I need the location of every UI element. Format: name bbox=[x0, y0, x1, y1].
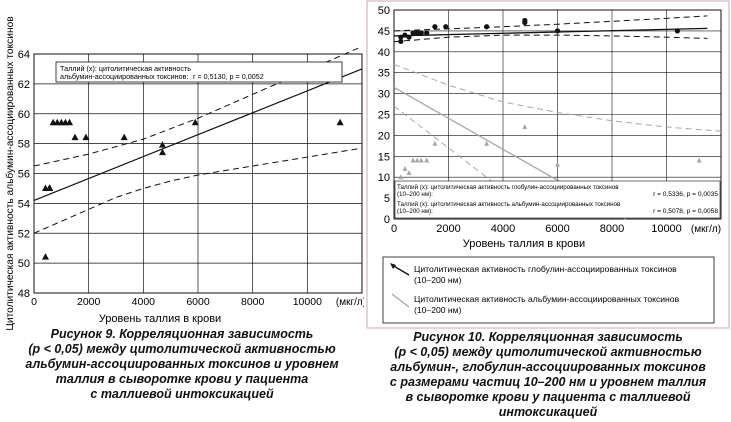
stats-text-unit: (10–200 нм): bbox=[397, 208, 433, 215]
globulin-data-point bbox=[406, 35, 411, 40]
stats-text-unit: (10–200 нм): bbox=[397, 191, 433, 198]
globulin-data-point bbox=[424, 30, 429, 35]
y-tick-label: 30 bbox=[377, 88, 390, 101]
x-tick-label: 4000 bbox=[490, 223, 516, 235]
globulin-data-point bbox=[522, 18, 527, 23]
x-axis-label: Уровень таллия в крови bbox=[462, 238, 586, 250]
y-tick-label: 20 bbox=[377, 130, 390, 143]
x-tick-label: 4000 bbox=[131, 296, 156, 308]
chart-fig10 bbox=[366, 0, 731, 330]
legend-label-albumin-unit: (10–200 нм) bbox=[414, 305, 462, 315]
caption-line: с таллиевой интоксикацией bbox=[90, 387, 274, 401]
x-axis-label: Уровень таллия в крови bbox=[98, 313, 222, 325]
x-tick-label: 10000 bbox=[651, 223, 682, 235]
caption-line: таллия в сыворотке крови у пациента bbox=[55, 372, 309, 386]
y-tick-label: 10 bbox=[377, 172, 390, 185]
x-tick-label: 0 bbox=[390, 223, 398, 235]
caption-line: альбумин-, глобулин-ассоциированных токсинов bbox=[390, 360, 706, 374]
stats-value: r = 0,5078, p = 0,0058 bbox=[653, 208, 718, 215]
globulin-data-point bbox=[675, 28, 680, 33]
x-unit-label: (мкг/л) bbox=[690, 224, 722, 235]
stats-text: Таллий (x): цитолитическая активность глобулин-ассоциированных токсинов bbox=[397, 184, 619, 191]
globulin-data-point bbox=[432, 24, 437, 29]
y-tick-label: 5 bbox=[383, 193, 390, 206]
stats-text: Таллий (x): цитолитическая активность альбумин-ассоциированных токсинов bbox=[397, 201, 621, 208]
globulin-data-point bbox=[443, 24, 448, 29]
y-tick-label: 15 bbox=[377, 151, 390, 164]
y-tick-label: 40 bbox=[377, 46, 390, 59]
y-tick-label: 48 bbox=[17, 288, 30, 300]
y-tick-label: 56 bbox=[17, 168, 30, 181]
x-tick-label: 8000 bbox=[599, 223, 625, 235]
x-tick-label: 6000 bbox=[186, 296, 210, 308]
y-tick-label: 25 bbox=[377, 109, 390, 122]
y-tick-label: 50 bbox=[377, 5, 390, 17]
legend-line-2: альбумин-ассоциированных токсинов: bbox=[60, 72, 189, 81]
caption-line: (р < 0,05) между цитолитической активностью bbox=[394, 345, 702, 359]
y-tick-label: 64 bbox=[17, 49, 30, 61]
legend-label-globulin-unit: (10–200 нм) bbox=[414, 275, 462, 285]
chart-fig9 bbox=[0, 0, 364, 330]
stats-value: r = 0,5336, p = 0,0035 bbox=[653, 191, 718, 198]
caption-line: альбумин-ассоциированных токсинов и уровнем bbox=[25, 357, 339, 371]
x-tick-label: 2000 bbox=[76, 296, 101, 308]
y-tick-label: 54 bbox=[17, 198, 30, 211]
x-tick-label: 2000 bbox=[436, 223, 461, 235]
y-tick-label: 52 bbox=[17, 228, 30, 241]
x-tick-label: 0 bbox=[31, 296, 37, 308]
y-tick-label: 45 bbox=[377, 25, 390, 38]
caption-line: Рисунок 10. Корреляционная зависимость bbox=[413, 330, 683, 344]
caption-line: интоксикацией bbox=[498, 405, 598, 419]
y-tick-label: 50 bbox=[17, 258, 30, 271]
y-tick-label: 35 bbox=[377, 67, 390, 80]
legend-stats: r = 0,5130, p = 0,0052 bbox=[193, 72, 264, 81]
x-tick-label: 10000 bbox=[292, 296, 322, 308]
x-unit-label: (мкг/л) bbox=[335, 297, 364, 308]
x-tick-label: 8000 bbox=[240, 296, 265, 308]
caption-line: в сыворотке крови у пациента с таллиевой bbox=[405, 390, 691, 404]
caption-line: (р < 0,05) между цитолитической активностью bbox=[28, 342, 336, 356]
legend-line-1: Таллий (x): цитолитическая активность bbox=[60, 64, 192, 73]
globulin-data-point bbox=[484, 24, 489, 29]
y-tick-label: 62 bbox=[17, 78, 30, 91]
y-tick-label: 58 bbox=[17, 138, 30, 151]
globulin-data-point bbox=[419, 30, 424, 35]
caption-fig10 bbox=[368, 330, 728, 420]
y-tick-label: 0 bbox=[383, 214, 390, 226]
caption-fig9 bbox=[2, 327, 362, 402]
caption-line: с размерами частиц 10–200 нм и уровнем таллия bbox=[389, 375, 707, 389]
legend-label-albumin: Цитолитическая активность альбумин-ассоциированных токсинов bbox=[414, 294, 680, 304]
x-tick-label: 6000 bbox=[545, 223, 570, 235]
legend-label-globulin: Цитолитическая активность глобулин-ассоциированных токсинов bbox=[414, 264, 677, 274]
y-axis-label: Цитолитическая активность альбумин-ассоциированных токсинов bbox=[5, 16, 16, 330]
y-tick-label: 60 bbox=[17, 108, 30, 121]
globulin-data-point bbox=[555, 28, 560, 33]
caption-line: Рисунок 9. Корреляционная зависимость bbox=[50, 327, 314, 341]
